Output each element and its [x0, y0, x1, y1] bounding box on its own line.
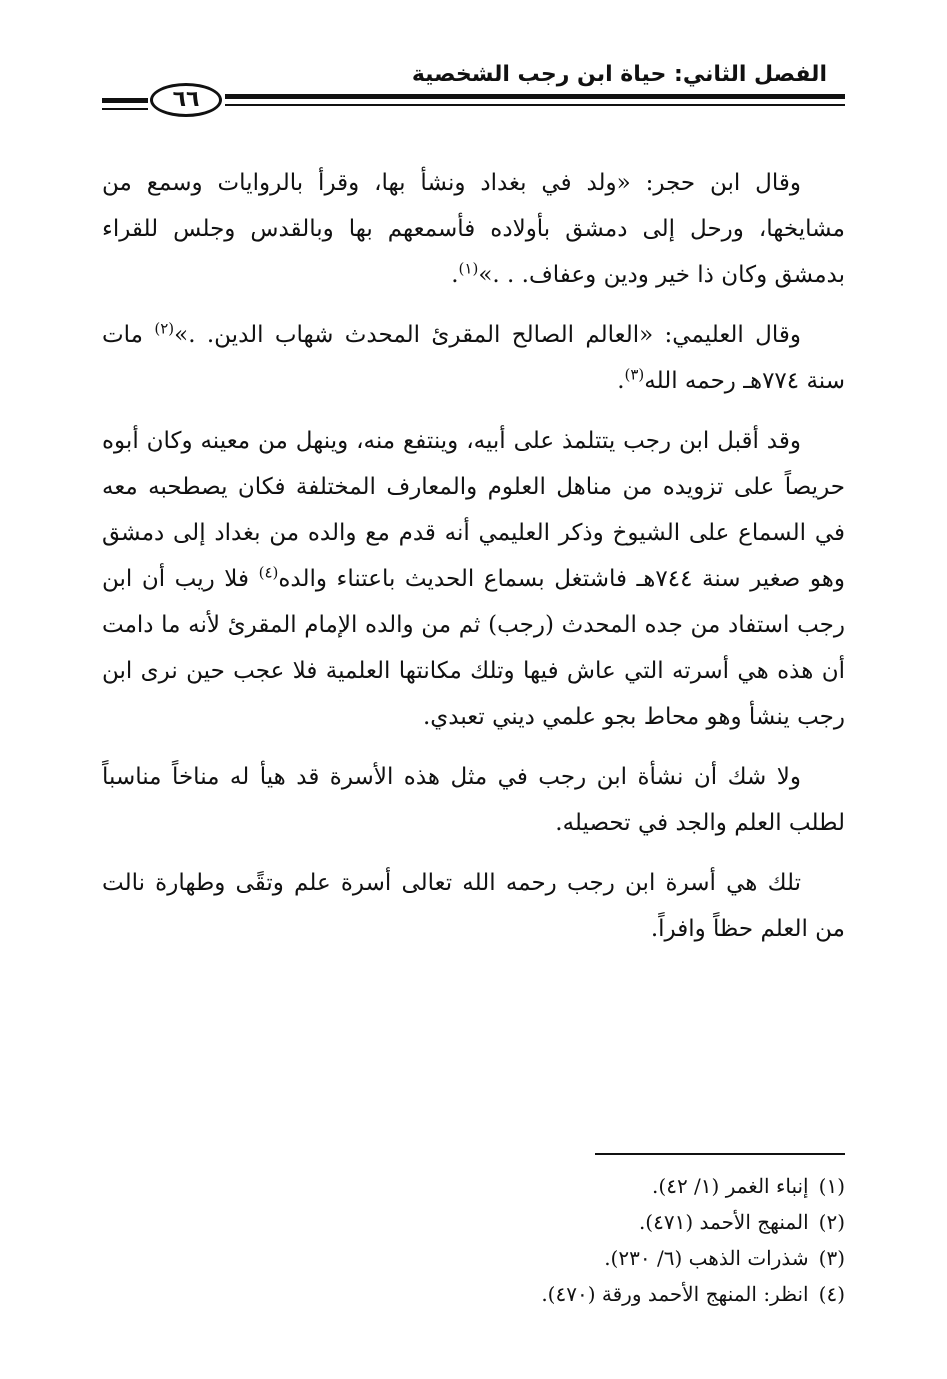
- paragraph-text: وقال ابن حجر: «ولد في بغداد ونشأ بها، وقرأ بالروايات وسمع من مشايخها، ورحل إلى دمشق بأولاده فأسمعهم بها وبالقدس وجلس للقراء بدمشق وكان ذا خير ودين وعفاف. . .»: [102, 170, 845, 288]
- paragraph-tail: .: [617, 368, 625, 394]
- footnote-ref: (٢): [154, 319, 175, 338]
- paragraph-text: وقال العليمي: «العالم الصالح المقرئ المحدث شهاب الدين. .»: [174, 322, 801, 348]
- header-rule-left-thin: [102, 108, 148, 110]
- paragraph: [102, 160, 845, 298]
- footnote-ref: (٣): [624, 365, 645, 384]
- paragraph: [102, 860, 845, 952]
- footnote-item: [102, 1168, 845, 1204]
- paragraph: [102, 312, 845, 404]
- paragraph-text: تلك هي أسرة ابن رجب رحمه الله تعالى أسرة علم وتقًى وطهارة نالت من العلم حظاً وافراً.: [102, 870, 845, 942]
- paragraph-tail: .: [451, 262, 459, 288]
- footnotes: [102, 1168, 845, 1312]
- main-text: [102, 160, 845, 966]
- footnote-separator: [595, 1153, 845, 1155]
- footnote-text: إنباء الغمر (١/ ٤٢).: [652, 1174, 809, 1198]
- paragraph: [102, 754, 845, 846]
- paragraph-text: وقد أقبل ابن رجب يتتلمذ على أبيه، وينتفع منه، وينهل من معينه وكان أبوه حريصاً على تزويده من مناهل العلوم والمعارف المختلفة فكان يصطحبه معه في السماع على الشيوخ وذكر العليمي أنه قدم مع والده من بغداد إلى دمشق وهو صغير سنة ٧٤٤هـ فاشتغل بسماع الحديث باعتناء والده: [102, 428, 845, 592]
- header-rule-left: [102, 98, 148, 103]
- running-title: الفصل الثاني: حياة ابن رجب الشخصية: [411, 62, 827, 87]
- footnote-number: (٢): [818, 1210, 845, 1234]
- footnote-item: [102, 1240, 845, 1276]
- page-number: ٦٦: [150, 83, 222, 117]
- footnote-number: (١): [818, 1174, 845, 1198]
- footnote-item: [102, 1276, 845, 1312]
- paragraph-text: ولا شك أن نشأة ابن رجب في مثل هذه الأسرة قد هيأ له مناخاً مناسباً لطلب العلم والجد في تحصيله.: [102, 764, 845, 836]
- footnote-number: (٤): [818, 1282, 845, 1306]
- footnote-ref: (١): [458, 259, 479, 278]
- paragraph: [102, 418, 845, 740]
- footnote-text: شذرات الذهب (٦/ ٢٣٠).: [604, 1246, 809, 1270]
- footnote-item: [102, 1204, 845, 1240]
- footnote-text: المنهج الأحمد (٤٧١).: [638, 1210, 809, 1234]
- footnote-text: انظر: المنهج الأحمد ورقة (٤٧٠).: [541, 1282, 809, 1306]
- header-rule-thin: [225, 104, 845, 106]
- footnote-number: (٣): [818, 1246, 845, 1270]
- paragraph-tail: مات سنة ٧٧٤هـ رحمه الله: [102, 322, 845, 394]
- header-rule-thick: [225, 94, 845, 99]
- footnote-ref: (٤): [258, 563, 279, 582]
- page-header: [0, 0, 947, 140]
- paragraph-tail: فلا ريب أن ابن رجب استفاد من جده المحدث (رجب) ثم من والده الإمام المقرئ لأنه ما دامت أن هذه هي أسرته التي عاش فيها وتلك مكانتها العلمية فلا عجب حين نرى ابن رجب ينشأ وهو محاط بجو علمي ديني تعبدي.: [102, 566, 845, 730]
